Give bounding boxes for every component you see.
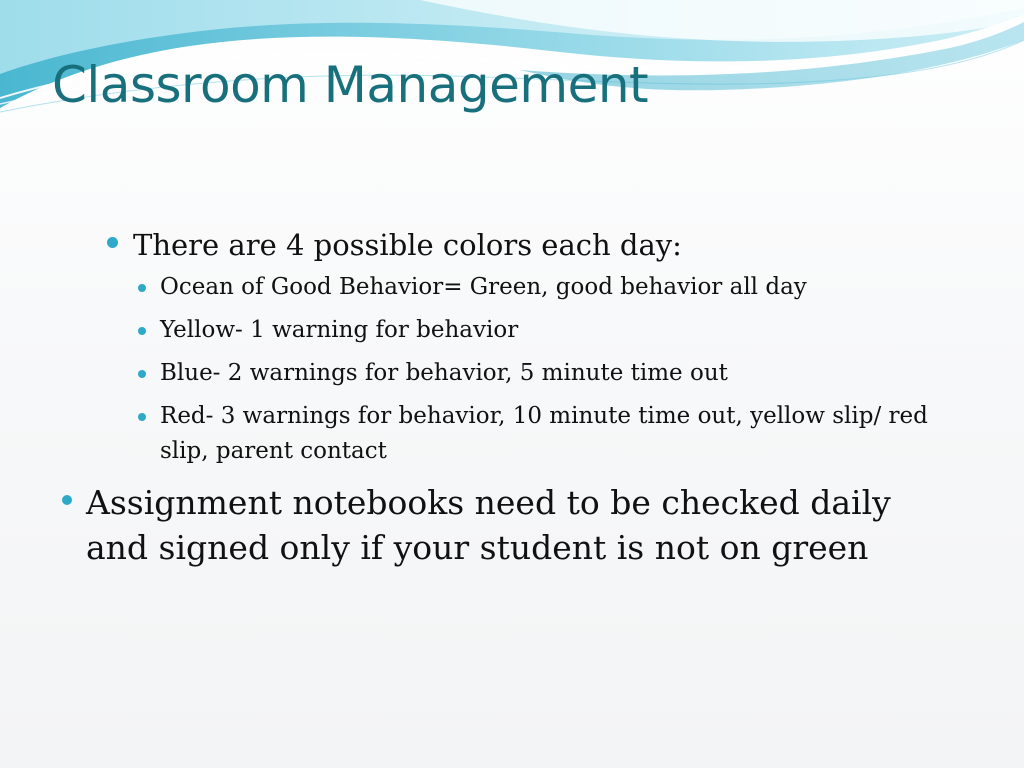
sub-bullet-red — [138, 399, 958, 469]
bullet-text: Assignment notebooks need to be checked daily and signed only if your student is not on green — [86, 483, 891, 567]
bullet-assignment-notebooks — [62, 480, 962, 570]
bullet-colors-intro — [107, 223, 682, 267]
bullet-text: There are 4 possible colors each day: — [133, 228, 682, 262]
bullet-dot-icon — [138, 413, 146, 421]
bullet-dot-icon — [107, 237, 118, 248]
bullet-dot-icon — [62, 495, 72, 505]
bullet-dot-icon — [138, 370, 146, 378]
sub-bullet-text: Yellow- 1 warning for behavior — [160, 317, 519, 343]
sub-bullet-green — [138, 270, 807, 305]
sub-bullet-blue — [138, 356, 728, 391]
bullet-dot-icon — [138, 284, 146, 292]
sub-bullet-text: Blue- 2 warnings for behavior, 5 minute time out — [160, 360, 728, 386]
sub-bullet-yellow — [138, 313, 518, 348]
bullet-dot-icon — [138, 327, 146, 335]
sub-bullet-text: Red- 3 warnings for behavior, 10 minute time out, yellow slip/ red slip, parent contact — [160, 403, 928, 464]
slide-title: Classroom Management — [52, 56, 649, 114]
sub-bullet-text: Ocean of Good Behavior= Green, good behavior all day — [160, 274, 807, 300]
